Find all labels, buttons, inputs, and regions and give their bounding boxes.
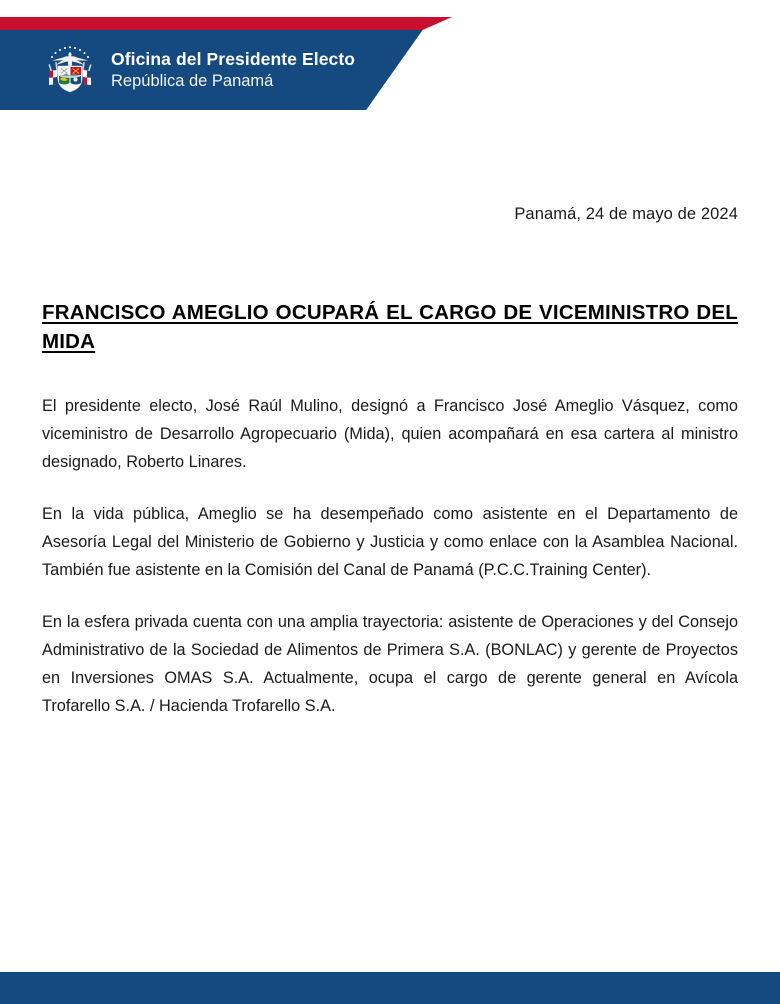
page-title [42,298,738,356]
paragraph: En la vida pública, Ameglio se ha desempeñado como asistente en el Departamento de Asesoría Legal del Ministerio de Gobierno y Justicia y como enlace con la Asamblea Nacional. También fue asistente en la Comisión del Canal de Panamá (P.C.C.Training Center). [42,505,738,580]
paragraph: En la esfera privada cuenta con una amplia trayectoria: asistente de Operaciones y del Consejo Administrativo de la Sociedad de Alimentos de Primera S.A. (BONLAC) y gerente de Proyectos en Inversiones OMAS S.A. Actualmente, ocupa el cargo de gerente general en Avícola Trofarello S.A. / Hacienda Trofarello S.A. [42,613,738,716]
dateline: Panamá, 24 de mayo de 2024 [514,205,738,223]
document-body [42,0,738,720]
header-title: Oficina del Presidente Electo [111,49,356,69]
header-subtitle: República de Panamá [111,71,274,90]
body-copy [42,392,738,720]
footer-bar [0,972,780,1004]
paragraph: El presidente electo, José Raúl Mulino, designó a Francisco José Ameglio Vásquez, como viceministro de Desarrollo Agropecuario (Mida), quien acompañará en esa cartera al ministro designado, Roberto Linares. [42,397,738,472]
page-title-text: FRANCISCO AMEGLIO OCUPARÁ EL CARGO DE VICEMINISTRO DEL MIDA [42,301,738,354]
